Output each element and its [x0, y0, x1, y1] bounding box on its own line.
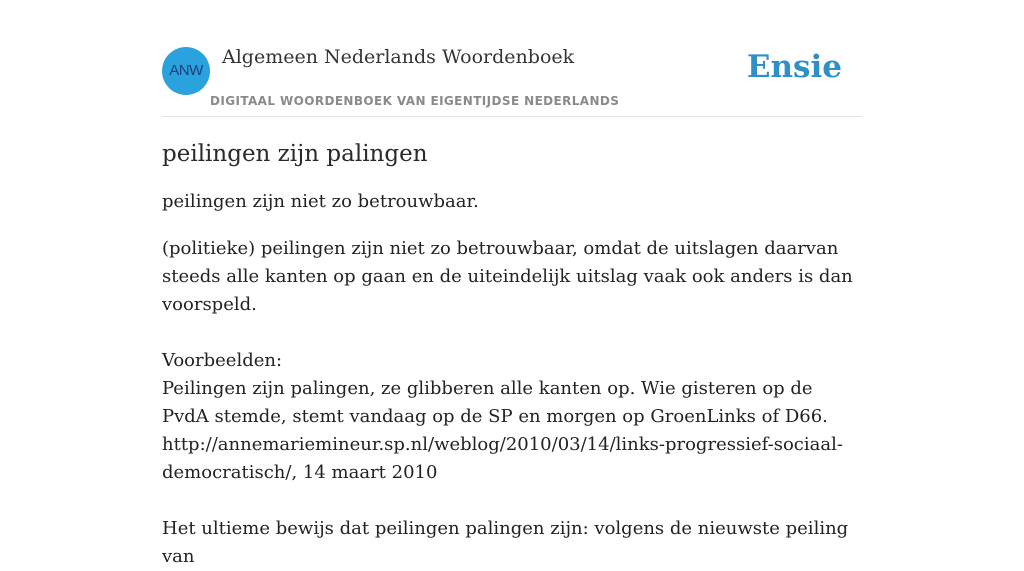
anw-logo[interactable]: ANW — [162, 47, 210, 95]
short-definition: peilingen zijn niet zo betrouwbaar. — [162, 191, 479, 212]
site-header — [162, 46, 862, 117]
entry-content — [162, 138, 862, 571]
ensie-brand-link[interactable]: Ensie — [746, 49, 842, 85]
long-definition: (politieke) peilingen zijn niet zo betrouwbaar, omdat de uitslagen daarvan steeds alle kanten op gaan en de uiteindelijk uitslag vaak ook anders is dan voorspeld. Voorbeelden: Peilingen zijn palingen, ze glibberen alle kanten op. Wie gisteren op de PvdA stemde, stemt vandaag op de SP en morgen op GroenLinks of D66. http://annemariemineur.sp.nl/weblog/2010/03/14/links-progressief-sociaal-democratisch/, 14 maart 2010 Het ultieme bewijs dat peilingen palingen zijn: volgens de nieuwste peiling van — [162, 238, 853, 567]
site-subtitle: DIGITAAL WOORDENBOEK VAN EIGENTIJDSE NEDERLANDS — [210, 94, 620, 108]
site-title[interactable]: Algemeen Nederlands Woordenboek — [222, 46, 575, 68]
entry-title: peilingen zijn palingen — [162, 141, 428, 167]
